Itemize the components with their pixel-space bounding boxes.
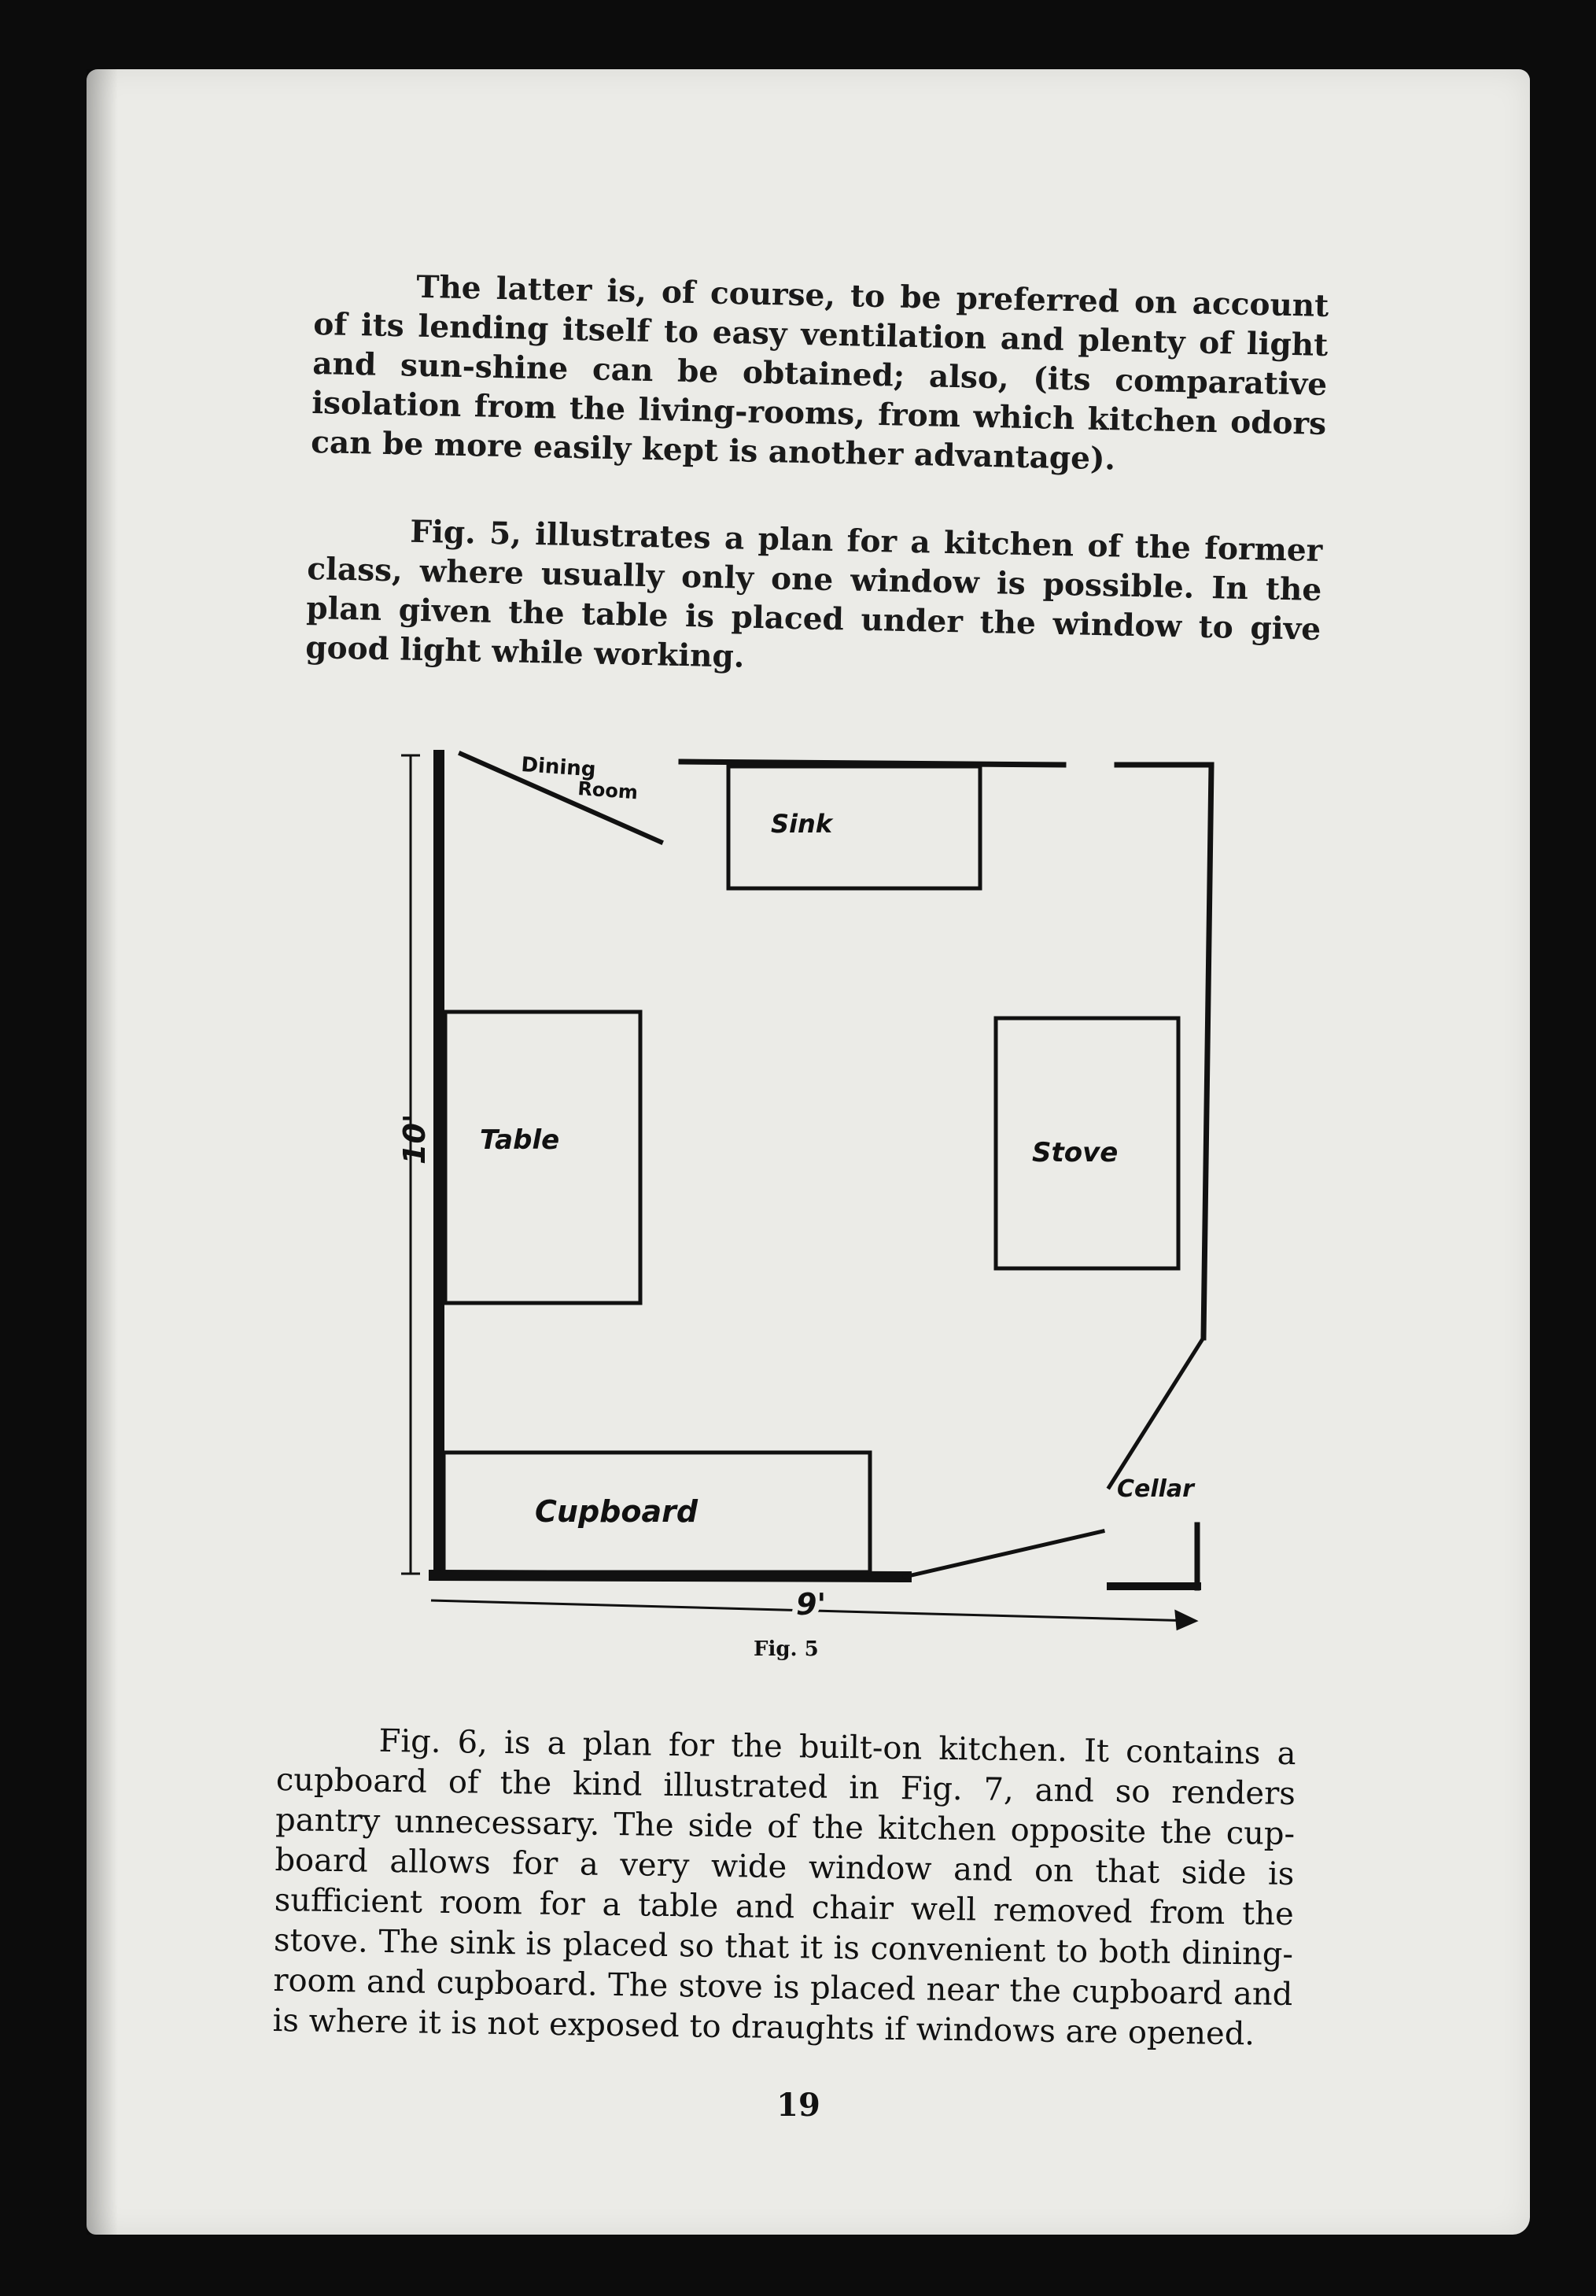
width-arrow-right	[1176, 1611, 1196, 1629]
top-wall	[681, 762, 1063, 765]
cupboard-label: Cupboard	[535, 1494, 698, 1529]
sink-label: Sink	[771, 809, 833, 839]
bottom-door	[905, 1531, 1103, 1577]
paragraph-3: Fig. 6, is a plan for the built-on kitchen. It contains a cupboard of the kind illustrated in Fig. 7, and so renders pantry unnecessary. The side of the kitchen opposite the cup-board allows for a very wide window and on that side is sufficient room for a table and chair well removed from the stove. The sink is placed so that it is convenient to both dining-room and cupboard. The stove is placed near the cupboard and is where it is not exposed to draughts if windows are opened.	[272, 1722, 1296, 2053]
height-label: 10'	[397, 1113, 432, 1165]
right-wall	[1203, 765, 1211, 1338]
stove-label: Stove	[1032, 1137, 1119, 1168]
figure-caption: Fig. 5	[754, 1637, 819, 1661]
cellar-wall	[1109, 1338, 1203, 1487]
page-number: 19	[776, 2087, 820, 2124]
dining-label: Dining	[520, 753, 597, 782]
sink-box	[728, 766, 980, 888]
table-box	[445, 1012, 640, 1303]
paragraph-1: The latter is, of course, to be preferred on account of its lending itself to easy ventilation and plenty of light and sun-shine can be obtained; also, (its comparative isolation from the living-rooms, from which kitchen odors can be more easily kept is another advantage).	[310, 268, 1329, 478]
table-label: Table	[480, 1124, 560, 1156]
room-label: Room	[577, 777, 639, 804]
cellar-label: Cellar	[1117, 1475, 1194, 1503]
width-label: 9'	[796, 1587, 827, 1622]
bottom-wall	[434, 1575, 906, 1577]
paragraph-2: Fig. 5, illustrates a plan for a kitchen of the former class, where usually only one window is possible. In the plan given the table is placed under the window to give good light while working.	[304, 513, 1323, 675]
